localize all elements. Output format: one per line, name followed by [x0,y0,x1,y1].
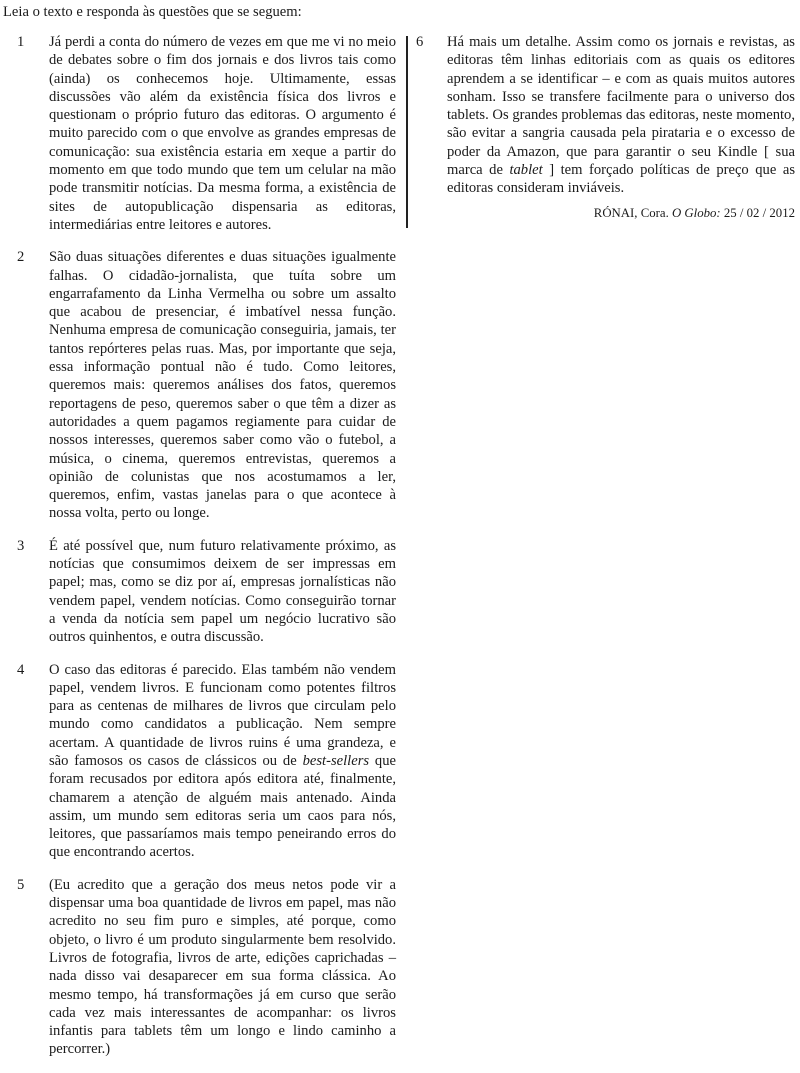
paragraph-number: 1 [17,34,25,50]
paragraph-text: São duas situações diferentes e duas situações igualmente falhas. O cidadão-jornalista, que tuíta sobre um engarrafamento da Linha Vermelha ou sobre um assalto que acabou de presenciar, é imbatível nessa função. Nenhuma empresa de comunicação conseguiria, jamais, ter tantos repórteres pelas ruas. Mas, por importante que seja, essa informação pontual não é tudo. Como leitores, queremos mais: queremos análises dos fatos, queremos reportagens de peso, queremos saber o que têm a dizer as autoridades a quem pagamos regiamente para cuidar de nossos interesses, queremos saber como vão o futebol, a música, o cinema, queremos entrevistas, queremos a opinião de colunistas que nos acostumamos a ler, queremos, enfim, vastas janelas para o que acontece à nossa volta, perto ou longe. [49,249,396,522]
paragraph-number: 2 [17,249,25,266]
source-citation [416,204,795,222]
source-date: 25 / 02 / 2012 [723,205,795,220]
paragraph-2 [3,248,396,522]
left-column [3,33,396,1073]
source-publication: O Globo: [671,205,721,220]
paragraph-number: 6 [416,34,424,50]
paragraph-text: É até possível que, num futuro relativamente próximo, as notícias que consumimos deixem de ser impressas em papel; mas, como se diz por aí, empresas jornalísticas não vendem papel, vendem notícias. Como conseguirão tornar a venda da notícia sem papel um negócio lucrativo são outros quinhentos, e outra discussão. [49,537,396,646]
column-divider [406,36,408,228]
source-author: RÓNAI, Cora. [593,205,669,220]
paragraph-1 [3,33,396,234]
paragraph-6 [416,33,795,198]
paragraph-number: 4 [17,661,25,678]
paragraph-number: 5 [17,876,25,893]
paragraph-5 [3,876,396,1059]
paragraph-text: (Eu acredito que a geração dos meus netos pode vir a dispensar uma boa quantidade de livros em papel, mas não acredito no seu fim puro e simples, até porque, como objeto, o livro é um produto singularmente bem resolvido. Livros de fotografia, livros de arte, edições caprichadas – nada disso vai desaparecer em sua forma clássica. Ao mesmo tempo, há transformações já em curso que serão cada vez mais interessantes de acompanhar: os livros infantis para tablets têm um longo e lindo caminho a percorrer.) [49,876,396,1058]
paragraph-text: O caso das editoras é parecido. Elas também não vendem papel, vendem livros. E funcionam como potentes filtros para as centenas de milhares de livros que circulam pelo mundo como candidatos a publicação. Nem sempre acertam. A quantidade de livros ruins é uma grandeza, e são famosos os casos de clássicos ou de best-sellers que foram recusados por editora após editora até, finalmente, chamarem a atenção de alguém mais antenado. Ainda assim, um mundo sem editoras seria um caos para nós, leitores, que passaríamos mais tempo peneirando erros do que encontrando acertos. [49,661,396,861]
instruction-text: Leia o texto e responda às questões que se seguem: [3,4,302,20]
paragraph-4 [3,661,396,862]
paragraph-text: Já perdi a conta do número de vezes em que me vi no meio de debates sobre o fim dos jornais e dos livros tais como (ainda) os conhecemos hoje. Ultimamente, essas discussões vão além da existência física dos livros e questionam o próprio futuro das editoras. O argumento é muito parecido com o que envolve as grandes empresas de comunicação: sua existência estaria em xeque a partir do momento em que todo mundo que tem um celular na mão pode transmitir notícias. Da mesma forma, a existência de sites de autopublicação dispensaria as editoras, intermediárias entre leitores e autores. [49,34,396,233]
paragraph-text: Há mais um detalhe. Assim como os jornais e revistas, as editoras têm linhas editoriais com as quais os editores aprendem a se identificar – e com as quais muitos autores sonham. Isso se transfere facilmente para o universo dos tablets. Os grandes problemas das editoras, neste momento, são evitar a sangria causada pela pirataria e o excesso de poder da Amazon, que para garantir o seu Kindle [ sua marca de tablet ] tem forçado políticas de preço que as editoras consideram inviáveis. [447,34,795,197]
paragraph-3 [3,537,396,647]
paragraph-number: 3 [17,537,25,554]
right-column [416,33,795,222]
